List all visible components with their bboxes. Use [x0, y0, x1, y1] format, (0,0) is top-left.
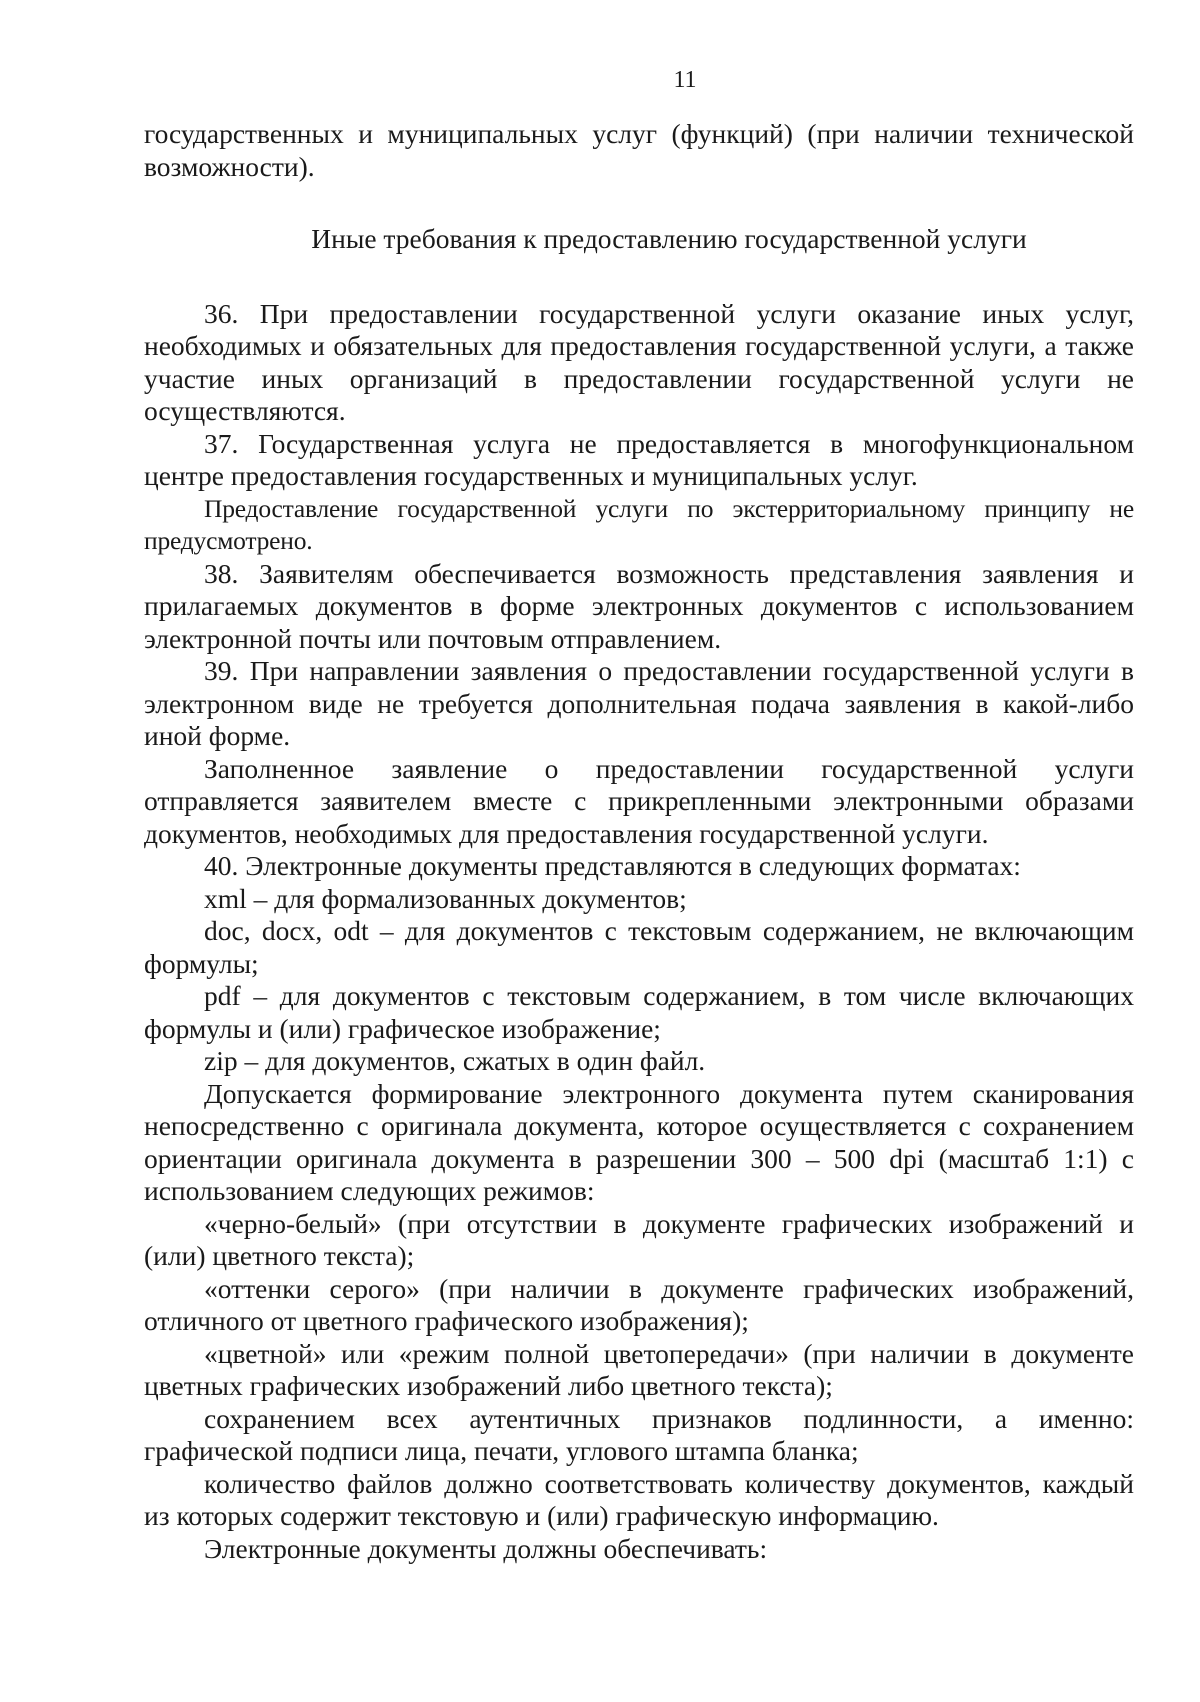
list-item-file-count: количество файлов должно соответствовать количеству документов, каждый из которых содержит текстовую и (или) графическую информацию. [144, 1467, 1134, 1531]
paragraph-extraterritorial: Предоставление государственной услуги по экстерриториальному принципу не предусмотрено. [144, 493, 1134, 555]
page-number: 11 [673, 67, 697, 93]
list-item-grayscale: «оттенки серого» (при наличии в документе графических изображений, отличного от цветного графического изображения); [144, 1272, 1134, 1336]
list-item-authenticity: сохранением всех аутентичных признаков подлинности, а именно: графической подписи лица, печати, углового штампа бланка; [144, 1402, 1134, 1466]
paragraph-36: 36. При предоставлении государственной услуги оказание иных услуг, необходимых и обязательных для предоставления государственной услуги, а также участие иных организаций в предоставлении государственной услуги не осуществляются. [144, 297, 1134, 426]
paragraph-filled-application: Заполненное заявление о предоставлении государственной услуги отправляется заявителем вместе с прикрепленными электронными образами документов, необходимых для предоставления государственной услуги. [144, 752, 1134, 849]
list-item-color: «цветной» или «режим полной цветопередачи» (при наличии в документе цветных графических изображений либо цветного текста); [144, 1337, 1134, 1401]
list-item-pdf: pdf – для документов с текстовым содержанием, в том числе включающих формулы и (или) графическое изображение; [144, 980, 1134, 1044]
list-item-zip: zip – для документов, сжатых в один файл. [204, 1045, 706, 1076]
continuation-paragraph: государственных и муниципальных услуг (функций) (при наличии технической возможности). [144, 118, 1134, 182]
section-heading: Иные требования к предоставлению государственной услуги [311, 223, 1027, 254]
paragraph-38: 38. Заявителям обеспечивается возможность представления заявления и прилагаемых документов в форме электронных документов с использованием электронной почты или почтовым отправлением. [144, 557, 1134, 654]
paragraph-scanning: Допускается формирование электронного документа путем сканирования непосредственно с оригинала документа, которое осуществляется с сохранением ориентации оригинала документа в разрешении 300 – 500 dpi (масштаб 1:1) с использованием следующих режимов: [144, 1077, 1134, 1206]
list-item-black-white: «черно-белый» (при отсутствии в документе графических изображений и (или) цветного текста); [144, 1207, 1134, 1271]
paragraph-37: 37. Государственная услуга не предоставляется в многофункциональном центре предоставления государственных и муниципальных услуг. [144, 427, 1134, 491]
paragraph-39: 39. При направлении заявления о предоставлении государственной услуги в электронном виде не требуется дополнительная подача заявления в какой-либо иной форме. [144, 655, 1134, 751]
document-body [144, 118, 1134, 1565]
list-item-xml: xml – для формализованных документов; [204, 882, 687, 914]
paragraph-requirements: Электронные документы должны обеспечивать: [204, 1532, 768, 1564]
paragraph-40: 40. Электронные документы представляются в следующих форматах: [204, 850, 1021, 881]
list-item-doc: doc, docx, odt – для документов с текстовым содержанием, не включающим формулы; [144, 915, 1134, 979]
